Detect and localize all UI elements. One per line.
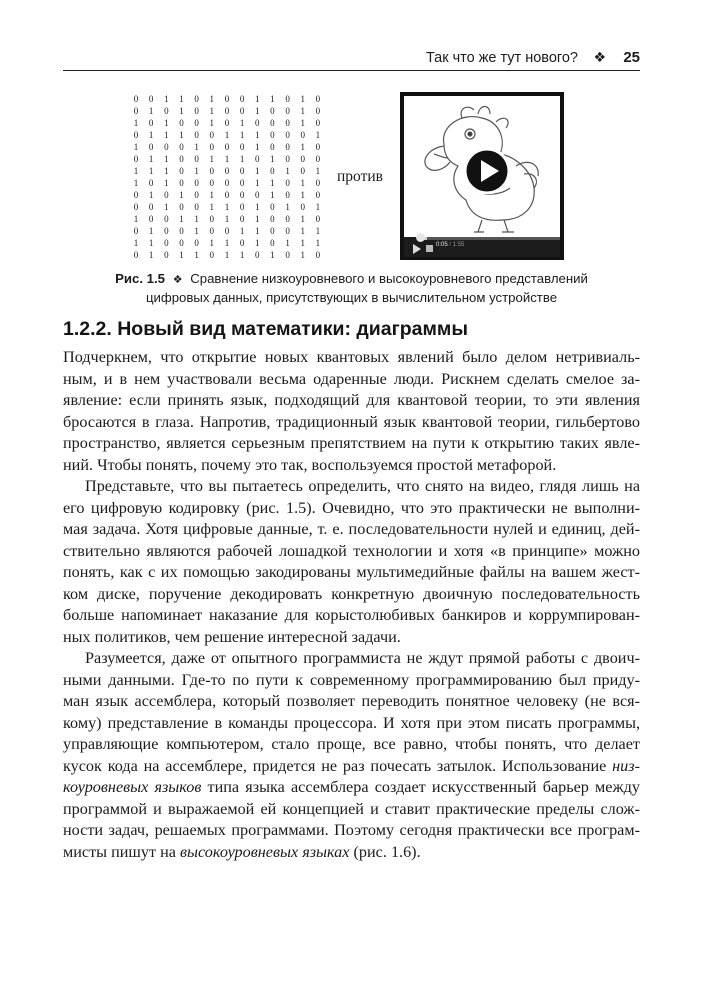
text-line: программой и выражаемой ей концепцией и ставит практические пределы слож- (63, 799, 640, 818)
binary-row: 0 1 0 1 0 1 0 0 1 0 0 1 0 (133, 106, 321, 116)
binary-row: 1 1 1 0 1 0 0 0 1 0 1 0 1 (133, 166, 321, 176)
text-line: мисты пишут на высокоуровневых языках (рис. 1.6). (63, 842, 421, 861)
text-line: ным, и в нем участвовали весьма одаренные люди. Рискнем сделать смелое за- (63, 369, 640, 388)
text-line: явление: если принять язык, подходящий для квантовой теории, то эти явления (63, 391, 640, 409)
binary-row: 0 0 1 1 0 1 0 0 1 1 0 1 0 (133, 94, 321, 104)
binary-row: 0 1 0 1 1 0 1 1 0 1 0 1 0 (133, 250, 321, 260)
text-line: больше напоминает наказание для корыстолюбивых банкиров и коррумпирован- (63, 606, 640, 624)
video-scrubber-handle[interactable] (416, 233, 425, 242)
header-title: Так что же тут нового? (425, 50, 578, 66)
text-line: мая задача. Хотя цифровые данные, т. е. последовательности нулей и единиц, дей- (63, 520, 640, 538)
paragraph-1 (63, 347, 640, 476)
binary-row: 0 1 0 1 0 1 0 0 0 1 0 1 0 (133, 190, 321, 200)
binary-row: 0 0 1 0 0 1 1 0 1 0 1 0 1 (133, 202, 321, 212)
binary-row: 1 1 0 0 0 1 1 0 1 0 1 1 1 (133, 238, 321, 248)
text-line: кому) представление в команды процессора. И хотя при этом писать программы, (63, 713, 640, 732)
text-line: понять, как с их помощью закодированы мультимедийные файлы на вашем жест- (63, 563, 640, 581)
text-line: ствительно являются рабочей лошадкой технологии и хотя «в принципе» можно (63, 541, 640, 560)
text-line: ности задач, решаемых программами. Поэтому сегодня практически все програм- (63, 821, 640, 839)
text-line: коуровневых языков типа языка ассемблера создает искусственный барьер между (63, 778, 640, 796)
header-ornament-icon: ❖ (593, 50, 606, 66)
binary-row: 1 0 1 0 0 1 0 1 0 0 0 1 0 (133, 118, 321, 128)
text-line: ман язык ассемблера, который позволяет переводить понятное человеку (не вся- (63, 692, 640, 710)
section-heading: 1.2.2. Новый вид математики: диаграммы (63, 318, 468, 340)
italic-term: высокоуровневых языках (180, 842, 350, 861)
video-time: 0:05 / 1:55 (436, 242, 465, 248)
versus-label: против (337, 168, 383, 185)
play-small-icon[interactable] (413, 244, 421, 254)
video-frame[interactable] (404, 96, 560, 237)
text-line: кусок кода на ассемблере, придется не раз почесать затылок. Использование низ- (63, 756, 640, 775)
text-line: Подчеркнем, что открытие новых квантовых явлений было делом нетривиаль- (63, 348, 640, 366)
text-line: бросаются в глаза. Напротив, традиционный язык квантовой теории, гильбертово (63, 412, 640, 431)
play-button-icon[interactable] (464, 148, 510, 194)
text-line: ных политиков, чем решение интересной задачи. (63, 627, 401, 646)
text-line: ний. Чтобы понять, почему это так, воспользуемся простой метафорой. (63, 455, 557, 474)
binary-row: 0 1 1 1 0 0 1 1 1 0 0 0 1 (133, 130, 321, 140)
caption-label: Рис. 1.5 (115, 271, 166, 286)
video-progress-bar[interactable] (420, 237, 560, 240)
paragraph-3 (63, 648, 640, 863)
binary-row: 1 0 1 0 0 0 0 0 1 1 0 1 0 (133, 178, 321, 188)
text-line: Представьте, что вы пытаетесь определить, что снято на видео, глядя лишь на (85, 477, 640, 495)
body-text (63, 347, 640, 863)
binary-matrix (132, 93, 322, 261)
paragraph-2 (63, 476, 640, 648)
caption-text-line2: цифровых данных, присутствующих в вычислительном устройстве (145, 290, 558, 305)
italic-term: коуровневых языков (63, 778, 202, 796)
figure-caption (63, 270, 640, 307)
video-player[interactable] (400, 92, 564, 260)
video-current-time: 0:05 (436, 242, 448, 248)
text-line: Разумеется, даже от опытного программиста не ждут прямой работы с двоич- (85, 649, 640, 667)
binary-row: 0 1 0 0 1 0 0 1 1 0 0 1 1 (133, 226, 321, 236)
text-line: ными данными. Где-то по пути к современному программированию был приду- (63, 670, 640, 689)
volume-icon[interactable] (426, 245, 433, 252)
italic-term: низ- (612, 756, 640, 775)
binary-row: 0 1 1 0 0 1 1 1 0 1 0 0 0 (133, 154, 321, 164)
text-line: его цифровую кодировку (рис. 1.5). Очевидно, что это практически не выполни- (63, 498, 640, 517)
page-number: 25 (623, 49, 640, 66)
video-controls (404, 237, 560, 257)
running-header (63, 40, 640, 71)
caption-glyph-icon: ❖ (172, 273, 183, 286)
binary-row: 1 0 0 0 1 0 0 0 1 0 0 1 0 (133, 142, 321, 152)
video-duration: 1:55 (452, 242, 465, 248)
text-line: управляющие компьютером, стало проще, все равно, чтобы понять, что делает (63, 735, 640, 753)
caption-text-line1: Сравнение низкоуровневого и высокоуровневого представлений (190, 271, 588, 286)
text-line: пространство, является серьезным препятствием на пути к открытию таких явле- (63, 434, 640, 452)
text-line: ком диске, поручение декодировать конкретную двоичную последовательность (63, 584, 640, 603)
binary-row: 1 0 0 1 1 0 1 0 1 0 0 1 0 (133, 214, 321, 224)
